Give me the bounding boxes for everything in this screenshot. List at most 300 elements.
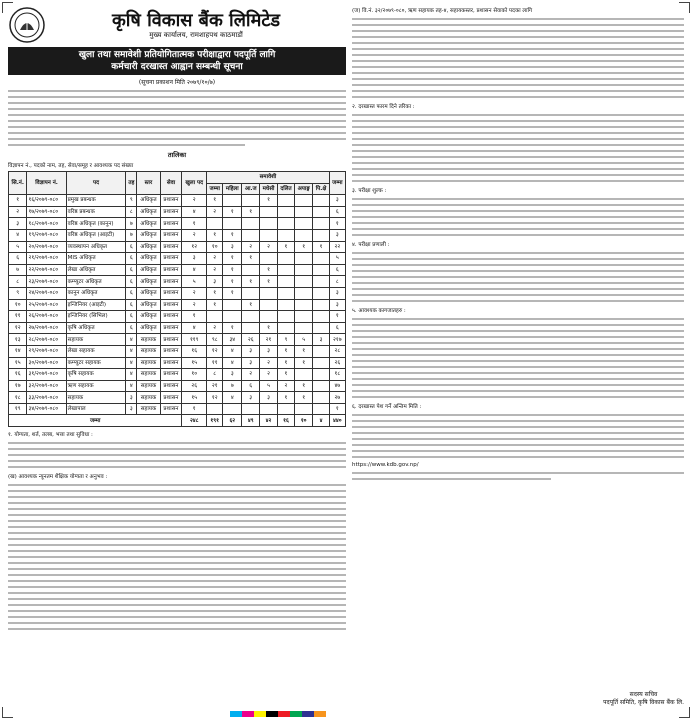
table-cell-t: २१७: [329, 334, 345, 346]
table-cell-svc: प्रशासन: [160, 345, 182, 357]
table-cell-open: ५: [182, 276, 207, 288]
table-cell-post: सहायक: [66, 334, 126, 346]
col-adv-no: विज्ञापन नं.: [27, 172, 66, 195]
table-cell-svc: प्रशासन: [160, 369, 182, 381]
intro-paragraph: [8, 90, 346, 146]
table-cell-aj: १: [242, 206, 260, 218]
publish-date: (सूचना प्रकाशन मिति २०७९/१०/७): [138, 79, 216, 86]
table-cell-adv: ३०/२०७९-०८०: [27, 357, 66, 369]
table-cell-t: ८: [329, 276, 345, 288]
table-cell-t: १८: [329, 369, 345, 381]
table-cell-m: ५: [260, 380, 278, 392]
table-cell-a: [295, 229, 313, 241]
table-cell-sn: ९: [9, 287, 27, 299]
table-cell-m: २: [260, 241, 278, 253]
table-cell-a: [295, 403, 313, 415]
vacancy-table: [8, 171, 346, 427]
print-color-bar: [230, 711, 326, 717]
table-cell-aj: [242, 264, 260, 276]
table-cell-aj: ३: [242, 345, 260, 357]
table-cell-cat: अधिकृत: [137, 241, 160, 253]
table-cell-svc: प्रशासन: [160, 195, 182, 207]
total-madhesi: ४२: [260, 415, 278, 427]
table-cell-t: ३: [329, 195, 345, 207]
col-category: स्तर: [137, 172, 160, 195]
table-cell-p: [313, 195, 329, 207]
table-cell-d: [277, 264, 294, 276]
table-cell-m: १: [260, 195, 278, 207]
table-cell-level: ६: [126, 241, 137, 253]
table-row: [9, 287, 346, 299]
table-cell-cat: अधिकृत: [137, 218, 160, 230]
table-row: [9, 380, 346, 392]
table-row: [9, 299, 346, 311]
table-cell-svc: प्रशासन: [160, 253, 182, 265]
table-cell-post: इन्जिनियर (आइटी): [66, 299, 126, 311]
table-cell-post: वरिष्ठ अधिकृत (आइटी): [66, 229, 126, 241]
table-cell-sn: ६: [9, 253, 27, 265]
table-cell-inc: १: [207, 299, 223, 311]
signature-block: [603, 690, 684, 706]
table-cell-m: २: [260, 369, 278, 381]
table-row: [9, 311, 346, 323]
table-cell-cat: सहायक: [137, 357, 160, 369]
table-cell-d: १: [277, 241, 294, 253]
table-cell-cat: अधिकृत: [137, 311, 160, 323]
table-cell-adv: १९/२०७९-०८०: [27, 229, 66, 241]
table-row: [9, 241, 346, 253]
table-row: [9, 403, 346, 415]
table-cell-p: [313, 253, 329, 265]
table-cell-m: [260, 218, 278, 230]
table-cell-sn: १६: [9, 369, 27, 381]
table-cell-m: १: [260, 264, 278, 276]
table-cell-level: ४: [126, 345, 137, 357]
table-cell-inc: २१: [207, 380, 223, 392]
section-loan-assistant: (ज) वि.नं. ३२/२०७९-०८०, ऋण सहायक तह-४, सहायकस्तर, प्रशासन सेवाको पदका लागि: [352, 8, 533, 14]
table-cell-w: [223, 311, 242, 323]
table-cell-svc: प्रशासन: [160, 229, 182, 241]
table-cell-p: [313, 229, 329, 241]
table-cell-cat: अधिकृत: [137, 206, 160, 218]
col-aj: आ.ज: [242, 183, 260, 195]
table-cell-adv: २३/२०७९-०८०: [27, 276, 66, 288]
table-cell-w: ३: [223, 369, 242, 381]
table-row: [9, 218, 346, 230]
table-cell-level: ७: [126, 229, 137, 241]
table-cell-open: १०: [182, 369, 207, 381]
col-madhesi: मधेसी: [260, 183, 278, 195]
table-cell-d: [277, 195, 294, 207]
table-cell-t: २२: [329, 241, 345, 253]
table-cell-open: १: [182, 218, 207, 230]
table-row: [9, 392, 346, 404]
color-swatch: [230, 711, 242, 717]
table-cell-sn: १७: [9, 380, 27, 392]
table-cell-a: [295, 322, 313, 334]
table-cell-adv: २६/२०७९-०८०: [27, 311, 66, 323]
table-cell-aj: १: [242, 253, 260, 265]
table-cell-t: १: [329, 403, 345, 415]
table-cell-d: [277, 218, 294, 230]
table-cell-aj: १: [242, 299, 260, 311]
table-cell-a: १: [295, 241, 313, 253]
table-cell-p: १: [313, 241, 329, 253]
color-swatch: [302, 711, 314, 717]
table-cell-open: ११९: [182, 334, 207, 346]
table-cell-p: [313, 369, 329, 381]
table-cell-p: [313, 345, 329, 357]
table-cell-m: १: [260, 322, 278, 334]
col-post: पद: [66, 172, 126, 195]
table-cell-post: सहायक: [66, 392, 126, 404]
total-women: ६२: [223, 415, 242, 427]
table-row: [9, 253, 346, 265]
table-cell-t: २७: [329, 392, 345, 404]
table-row: [9, 322, 346, 334]
table-cell-a: १: [295, 380, 313, 392]
table-cell-a: [295, 218, 313, 230]
table-cell-a: [295, 369, 313, 381]
table-cell-t: ३: [329, 229, 345, 241]
table-cell-sn: ४: [9, 229, 27, 241]
section-documents: ५. आवश्यक कागजातहरु :: [352, 308, 406, 314]
table-total-row: [9, 415, 346, 427]
table-cell-inc: ३: [207, 276, 223, 288]
table-cell-post: व्यवस्थापन अधिकृत: [66, 241, 126, 253]
table-cell-open: २६: [182, 380, 207, 392]
table-cell-a: [295, 264, 313, 276]
table-cell-post: वरिष्ठ अधिकृत (कानुन): [66, 218, 126, 230]
table-cell-aj: २६: [242, 334, 260, 346]
table-cell-w: ३: [223, 241, 242, 253]
table-cell-a: [295, 276, 313, 288]
table-cell-t: ६: [329, 322, 345, 334]
table-cell-aj: २: [242, 241, 260, 253]
right-column: [352, 6, 684, 484]
table-cell-m: २: [260, 357, 278, 369]
table-cell-inc: २: [207, 253, 223, 265]
table-cell-m: ३: [260, 345, 278, 357]
table-cell-aj: ६: [242, 380, 260, 392]
table-cell-inc: २: [207, 206, 223, 218]
table-cell-cat: अधिकृत: [137, 195, 160, 207]
table-cell-d: [277, 311, 294, 323]
table-subtitle: विज्ञापन नं., पदको नाम, तह, सेवा/समूह र आवश्यक पद संख्या: [8, 163, 134, 169]
table-row: [9, 369, 346, 381]
table-cell-open: ४: [182, 264, 207, 276]
table-row: [9, 345, 346, 357]
table-cell-p: [313, 264, 329, 276]
table-cell-m: [260, 253, 278, 265]
table-row: [9, 276, 346, 288]
table-cell-t: ३: [329, 287, 345, 299]
table-cell-svc: प्रशासन: [160, 299, 182, 311]
table-cell-d: १: [277, 345, 294, 357]
table-row: [9, 206, 346, 218]
table-cell-level: ६: [126, 276, 137, 288]
col-women: महिला: [223, 183, 242, 195]
table-cell-post: कम्प्युटर सहायक: [66, 357, 126, 369]
table-cell-open: १२: [182, 241, 207, 253]
total-inclusive: १९१: [207, 415, 223, 427]
table-cell-level: ६: [126, 264, 137, 276]
table-cell-svc: प्रशासन: [160, 264, 182, 276]
table-cell-cat: सहायक: [137, 369, 160, 381]
table-cell-level: ६: [126, 299, 137, 311]
table-cell-cat: सहायक: [137, 403, 160, 415]
table-cell-open: ४: [182, 322, 207, 334]
crop-mark: [679, 707, 690, 718]
table-cell-cat: अधिकृत: [137, 229, 160, 241]
table-cell-inc: ८: [207, 369, 223, 381]
table-cell-w: ४: [223, 345, 242, 357]
table-cell-inc: १०: [207, 241, 223, 253]
table-cell-svc: प्रशासन: [160, 241, 182, 253]
sign-title: सदस्य सचिव: [629, 691, 658, 698]
table-cell-sn: १९: [9, 403, 27, 415]
table-cell-svc: प्रशासन: [160, 287, 182, 299]
table-cell-level: ३: [126, 392, 137, 404]
table-cell-t: ६: [329, 206, 345, 218]
table-cell-w: १: [223, 276, 242, 288]
table-cell-adv: २२/२०७९-०८०: [27, 264, 66, 276]
table-cell-t: १: [329, 218, 345, 230]
table-cell-post: लेखापाल: [66, 403, 126, 415]
table-cell-d: २: [277, 380, 294, 392]
table-cell-d: [277, 229, 294, 241]
table-cell-open: ३: [182, 253, 207, 265]
table-cell-post: इन्जिनियर (सिभिल): [66, 311, 126, 323]
table-cell-p: [313, 287, 329, 299]
table-row: [9, 357, 346, 369]
table-cell-aj: [242, 218, 260, 230]
table-cell-a: [295, 206, 313, 218]
table-row: [9, 264, 346, 276]
color-swatch: [242, 711, 254, 717]
table-cell-p: [313, 276, 329, 288]
table-cell-d: १: [277, 369, 294, 381]
table-cell-aj: [242, 229, 260, 241]
table-cell-post: MIS अधिकृत: [66, 253, 126, 265]
table-cell-post: कृषि अधिकृत: [66, 322, 126, 334]
table-cell-m: [260, 311, 278, 323]
table-cell-inc: २: [207, 264, 223, 276]
table-cell-a: [295, 287, 313, 299]
table-cell-level: ६: [126, 322, 137, 334]
table-cell-w: ३४: [223, 334, 242, 346]
table-cell-adv: २८/२०७९-०८०: [27, 334, 66, 346]
col-level: तह: [126, 172, 137, 195]
table-cell-post: कृषि सहायक: [66, 369, 126, 381]
table-cell-p: [313, 299, 329, 311]
banner-line-1: खुला तथा समावेशी प्रतियोगितात्मक परीक्षाद्वारा पदपूर्ति लागि: [78, 50, 276, 60]
sign-org: पदपूर्ति समिति, कृषि विकास बैंक लि.: [603, 699, 684, 706]
table-cell-p: [313, 218, 329, 230]
table-cell-inc: १२: [207, 392, 223, 404]
table-cell-p: [313, 380, 329, 392]
table-cell-p: [313, 322, 329, 334]
table-cell-w: [223, 403, 242, 415]
table-cell-cat: अधिकृत: [137, 299, 160, 311]
total-dalit: १६: [277, 415, 294, 427]
table-cell-adv: ३३/२०७९-०८०: [27, 392, 66, 404]
table-cell-t: १: [329, 311, 345, 323]
table-cell-level: ९: [126, 195, 137, 207]
section-exam-fee: ३. परीक्षा शुल्क :: [352, 188, 387, 194]
col-inclusive: समावेशी: [207, 172, 330, 184]
table-cell-cat: अधिकृत: [137, 287, 160, 299]
table-cell-inc: १: [207, 229, 223, 241]
table-cell-open: १६: [182, 345, 207, 357]
table-cell-level: ८: [126, 206, 137, 218]
table-cell-inc: १: [207, 195, 223, 207]
table-cell-adv: १६/२०७९-०८०: [27, 195, 66, 207]
crop-mark: [2, 707, 13, 718]
bank-address: मुख्य कार्यालय, रामशाहपथ काठमाडौं: [149, 30, 243, 39]
table-cell-aj: [242, 195, 260, 207]
table-cell-inc: ११: [207, 357, 223, 369]
total-label: जम्मा: [9, 415, 182, 427]
table-cell-t: २६: [329, 357, 345, 369]
table-cell-d: १: [277, 392, 294, 404]
table-cell-a: ५: [295, 334, 313, 346]
table-cell-t: ३: [329, 299, 345, 311]
table-cell-a: १: [295, 345, 313, 357]
table-cell-t: २८: [329, 345, 345, 357]
table-cell-a: [295, 195, 313, 207]
color-swatch: [266, 711, 278, 717]
table-cell-aj: २: [242, 369, 260, 381]
table-cell-cat: सहायक: [137, 392, 160, 404]
table-cell-w: १: [223, 253, 242, 265]
table-cell-d: ९: [277, 334, 294, 346]
table-cell-svc: प्रशासन: [160, 311, 182, 323]
section-application-method: २. दरखास्त फारम दिने तरिका :: [352, 104, 415, 110]
table-cell-w: ७: [223, 380, 242, 392]
table-cell-m: [260, 403, 278, 415]
col-service: सेवा: [160, 172, 182, 195]
table-cell-adv: ३२/२०७९-०८०: [27, 380, 66, 392]
table-cell-d: [277, 287, 294, 299]
table-cell-adv: १७/२०७९-०८०: [27, 206, 66, 218]
table-cell-aj: ३: [242, 357, 260, 369]
table-cell-cat: अधिकृत: [137, 276, 160, 288]
total-pichhadieko: ४: [313, 415, 329, 427]
table-cell-adv: २४/२०७९-०८०: [27, 287, 66, 299]
table-cell-open: १: [182, 311, 207, 323]
table-cell-inc: १: [207, 287, 223, 299]
total-aj: ४९: [242, 415, 260, 427]
table-cell-sn: ७: [9, 264, 27, 276]
table-cell-aj: [242, 322, 260, 334]
table-cell-inc: [207, 218, 223, 230]
table-cell-cat: सहायक: [137, 380, 160, 392]
table-cell-p: ३: [313, 334, 329, 346]
table-cell-aj: [242, 311, 260, 323]
table-cell-post: ऋण सहायक: [66, 380, 126, 392]
table-cell-sn: १५: [9, 357, 27, 369]
table-cell-open: ४: [182, 206, 207, 218]
table-cell-w: [223, 218, 242, 230]
total-open: २४८: [182, 415, 207, 427]
table-cell-d: १: [277, 357, 294, 369]
table-cell-open: १५: [182, 392, 207, 404]
table-row: [9, 229, 346, 241]
table-cell-svc: प्रशासन: [160, 218, 182, 230]
col-apanga: अपाङ्ग: [295, 183, 313, 195]
table-cell-a: १: [295, 392, 313, 404]
bank-logo-icon: [8, 6, 46, 44]
table-cell-aj: [242, 403, 260, 415]
table-cell-svc: प्रशासन: [160, 206, 182, 218]
table-cell-cat: अधिकृत: [137, 322, 160, 334]
table-cell-p: [313, 403, 329, 415]
table-cell-a: [295, 311, 313, 323]
table-cell-inc: १२: [207, 345, 223, 357]
table-cell-open: २: [182, 299, 207, 311]
table-cell-sn: १: [9, 195, 27, 207]
table-cell-sn: २: [9, 206, 27, 218]
table-cell-sn: ८: [9, 276, 27, 288]
table-cell-level: ४: [126, 357, 137, 369]
color-swatch: [314, 711, 326, 717]
table-cell-p: [313, 311, 329, 323]
table-cell-p: [313, 206, 329, 218]
table-cell-svc: प्रशासन: [160, 322, 182, 334]
table-cell-m: [260, 299, 278, 311]
table-cell-post: लेखा अधिकृत: [66, 264, 126, 276]
table-cell-a: १: [295, 357, 313, 369]
table-cell-cat: सहायक: [137, 345, 160, 357]
total-grand: ४४०: [329, 415, 345, 427]
section-exam-system: ४. परीक्षा प्रणाली :: [352, 242, 390, 248]
table-cell-level: ६: [126, 287, 137, 299]
table-cell-cat: अधिकृत: [137, 264, 160, 276]
table-cell-sn: १०: [9, 299, 27, 311]
table-cell-m: [260, 229, 278, 241]
table-cell-d: [277, 276, 294, 288]
masthead: [8, 6, 346, 44]
table-cell-w: [223, 195, 242, 207]
table-row: [9, 195, 346, 207]
table-cell-post: कम्प्युटर अधिकृत: [66, 276, 126, 288]
total-apanga: १०: [295, 415, 313, 427]
website-link[interactable]: https://www.kdb.gov.np/: [352, 462, 419, 468]
table-cell-sn: १४: [9, 345, 27, 357]
table-cell-level: ६: [126, 253, 137, 265]
table-cell-w: ४: [223, 392, 242, 404]
col-pichhadieko: पि.क्षे: [313, 183, 329, 195]
section-qualifications: १. योग्यता, शर्त, तलब, भत्ता तथा सुविधा :: [8, 432, 93, 439]
table-cell-adv: ३४/२०७९-०८०: [27, 403, 66, 415]
table-cell-adv: २५/२०७९-०८०: [27, 299, 66, 311]
table-cell-m: [260, 287, 278, 299]
table-cell-a: [295, 253, 313, 265]
color-swatch: [290, 711, 302, 717]
banner-line-2: कर्मचारी दरखास्त आह्वान सम्बन्धी सूचना: [111, 62, 243, 72]
table-title: तालिका: [167, 151, 187, 159]
table-row: [9, 334, 346, 346]
col-total: जम्मा: [329, 172, 345, 195]
table-cell-sn: ५: [9, 241, 27, 253]
table-cell-m: [260, 206, 278, 218]
table-cell-t: ४७: [329, 380, 345, 392]
table-cell-p: [313, 392, 329, 404]
vacancy-table-body: [9, 195, 346, 415]
section-min-qualification: (ख) आवश्यक न्यूनतम शैक्षिक योग्यता र अनुभव :: [8, 474, 108, 481]
section-deadline: ६. दरखास्त पेश गर्ने अन्तिम मिति :: [352, 404, 422, 410]
